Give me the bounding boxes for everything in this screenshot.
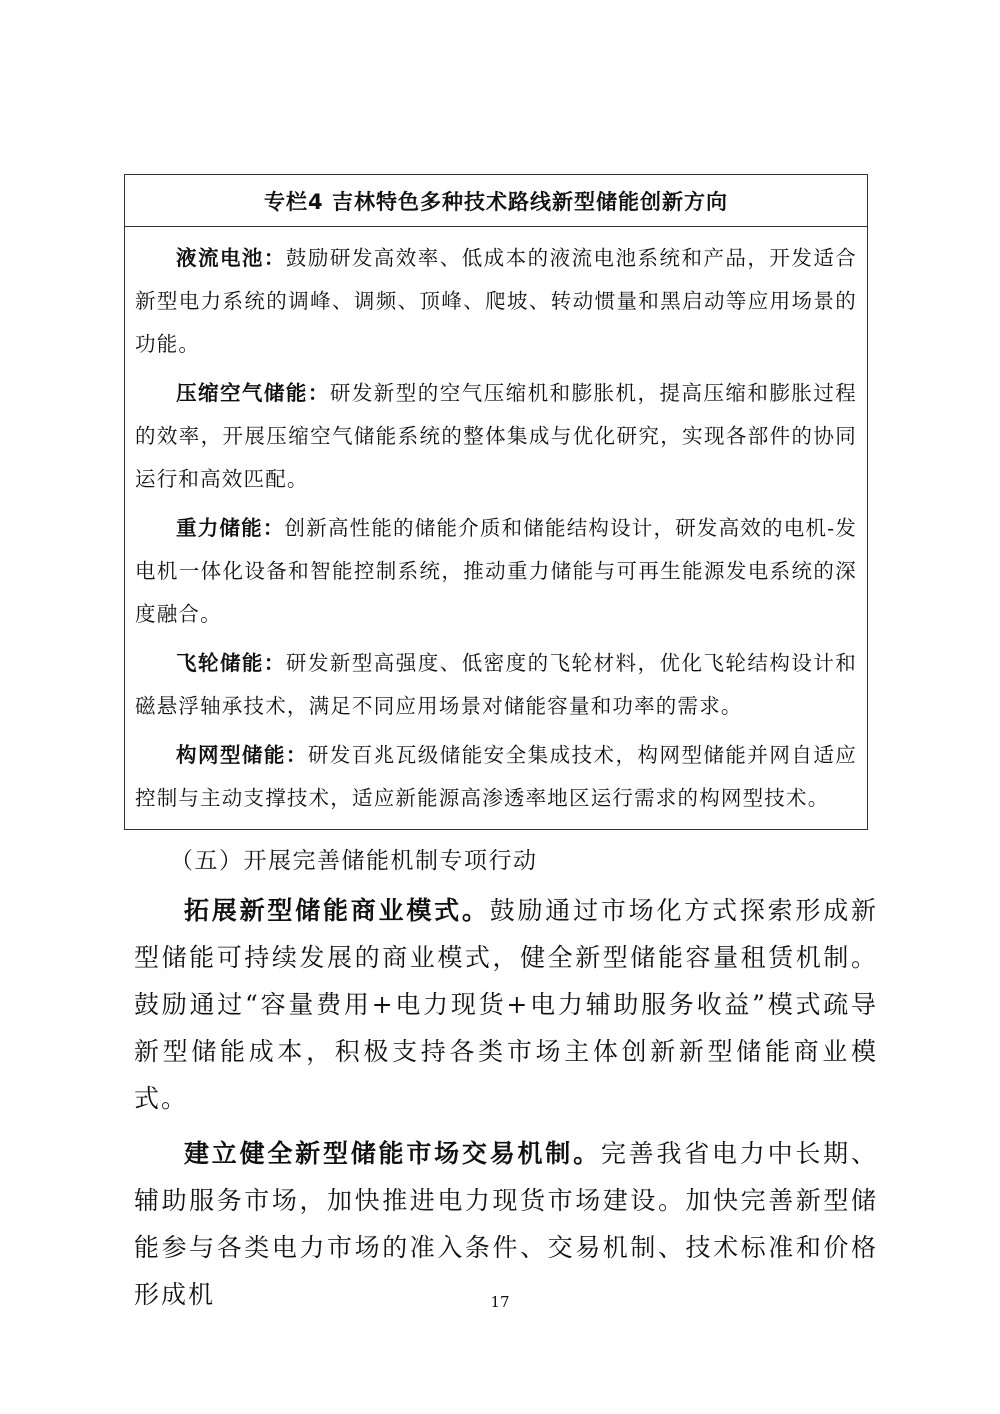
item-text: 研发新型高强度、低密度的飞轮材料，优化飞轮结构设计和磁悬浮轴承技术，满足不同应用场景对储能容量和功率的需求。 [135, 651, 858, 718]
item-head: 飞轮储能： [176, 651, 286, 675]
item-head: 压缩空气储能： [176, 381, 330, 405]
paragraph-business-model [134, 887, 878, 1122]
paragraph-lead: 拓展新型储能商业模式。 [184, 896, 490, 925]
paragraph-lead: 建立健全新型储能市场交易机制。 [184, 1139, 601, 1168]
item-text: 创新高性能的储能介质和储能结构设计，研发高效的电机-发电机一体化设备和智能控制系统，推动重力储能与可再生能源发电系统的深度融合。 [135, 516, 858, 626]
special-column-body [125, 227, 867, 820]
paragraph-text: 完善我省电力中长期、辅助服务市场，加快推进电力现货市场建设。加快完善新型储能参与各类电力市场的准入条件、交易机制、技术标准和价格形成机 [134, 1139, 878, 1309]
item-grid-forming [135, 734, 857, 820]
item-head: 重力储能： [176, 516, 285, 540]
item-text: 鼓励研发高效率、低成本的液流电池系统和产品，开发适合新型电力系统的调峰、调频、顶峰、爬坡、转动惯量和黑启动等应用场景的功能。 [135, 246, 858, 356]
item-head: 液流电池： [176, 246, 286, 270]
special-column-box [124, 174, 868, 830]
main-text [134, 887, 878, 1326]
item-text: 研发百兆瓦级储能安全集成技术，构网型储能并网自适应控制与主动支撑技术，适应新能源高渗透率地区运行需求的构网型技术。 [135, 743, 857, 810]
page-number: 17 [490, 1293, 510, 1311]
item-flywheel [135, 642, 857, 728]
item-compressed-air [135, 372, 857, 501]
item-head: 构网型储能： [176, 743, 308, 767]
item-gravity [135, 507, 857, 636]
paragraph-market-mechanism [134, 1130, 878, 1318]
item-text: 研发新型的空气压缩机和膨胀机，提高压缩和膨胀过程的效率，开展压缩空气储能系统的整体集成与优化研究，实现各部件的协同运行和高效匹配。 [135, 381, 857, 491]
paragraph-text: 鼓励通过市场化方式探索形成新型储能可持续发展的商业模式，健全新型储能容量租赁机制。鼓励通过“容量费用+电力现货+电力辅助服务收益”模式疏导新型储能成本，积极支持各类市场主体创新新型储能商业模式。 [134, 896, 878, 1113]
section-heading: （五）开展完善储能机制专项行动 [170, 848, 538, 874]
item-flow-battery [135, 237, 857, 366]
special-column-title: 专栏4 吉林特色多种技术路线新型储能创新方向 [125, 175, 867, 227]
